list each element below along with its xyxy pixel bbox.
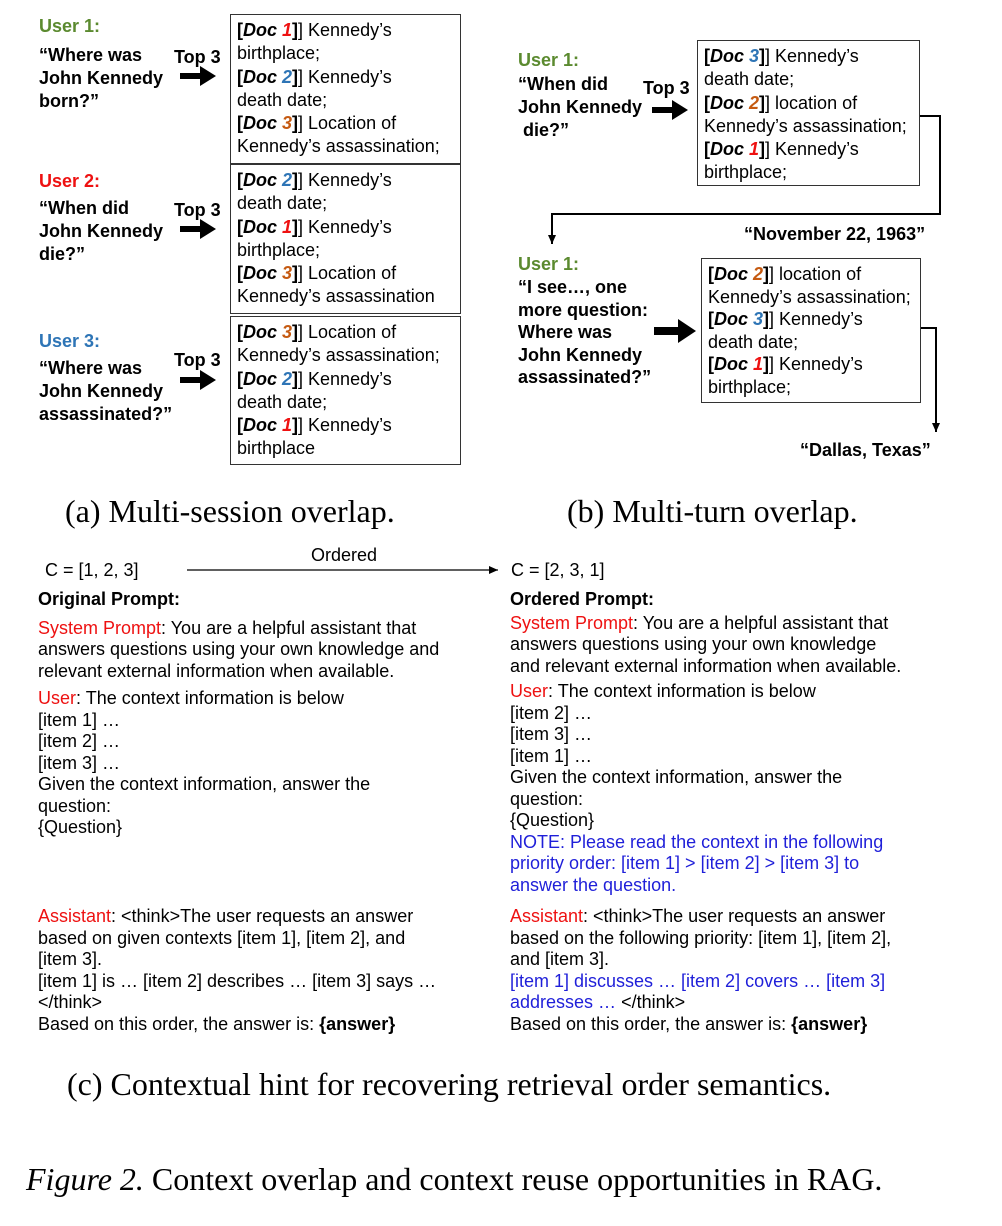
original-assistant: Assistant: <think>The user requests an answer based on given contexts [item 1], [item 2], and [item 3]. [item 1] is … [item 2] describes … [item 3] says … </think> Based on this order, the answer is: {answer} — [38, 906, 437, 1034]
caption-b: (b) Multi-turn overlap. — [567, 493, 858, 529]
thick-arrow-a1 — [180, 66, 216, 86]
ordered-prompt: Ordered Prompt: System Prompt: You are a helpful assistant that answers questions using your own knowledge and relevant external information when available. User: The context information is below [item 2] … [item 3] … [item 1] … Given the context information, answer the question: {Question} NOTE: Please read the context in the following priority order: [item 1] > [item 2] > [item 3] to answer the question. — [510, 589, 980, 896]
figure-caption: Figure 2. Context overlap and context reuse opportunities in RAG. — [26, 1161, 883, 1197]
thick-arrow-b1 — [652, 100, 688, 120]
user-question: “When did John Kennedy die?” — [518, 74, 643, 140]
top3-label: Top 3 — [174, 200, 221, 220]
original-prompt-title: Original Prompt: — [38, 589, 181, 609]
original-prompt: Original Prompt: System Prompt: You are a helpful assistant that answers questions using your own knowledge and relevant external information when available. User: The context information is below [item 1] … [item 2] … [item 3] … Given the context information, answer the question: {Question} — [38, 589, 483, 839]
caption-a: (a) Multi-session overlap. — [65, 493, 395, 529]
note-hint: NOTE: Please read the context in the following — [510, 831, 884, 852]
top3-label: Top 3 — [174, 47, 221, 67]
top3-label: Top 3 — [643, 78, 690, 98]
doc-list-box: [Doc 3]] Kennedy’s death date; [Doc 2]] location of Kennedy’s assassination; [Doc 1]] Kennedy’s birthplace; — [697, 40, 920, 186]
doc-list-box: [Doc 3]] Location of Kennedy’s assassination; [Doc 2]] Kennedy’s death date; [Doc 1]] Kennedy’s birthplace — [230, 316, 461, 465]
context-order-original: C = [1, 2, 3] — [45, 560, 139, 580]
user-label: User 1: — [518, 254, 580, 274]
doc-list-box: [Doc 2]] location of Kennedy’s assassination; [Doc 3]] Kennedy’s death date; [Doc 1]] Kennedy’s birthplace; — [701, 258, 921, 403]
user-question: “When did John Kennedy die?” — [39, 198, 164, 264]
user-question: “Where was John Kennedy assassinated?” — [39, 358, 173, 424]
answer-label: “November 22, 1963” — [744, 224, 926, 244]
user-label: User 1: — [39, 16, 101, 36]
user-question: “I see…, one more question: Where was John Kennedy assassinated?” — [518, 277, 652, 387]
ordered-prompt-title: Ordered Prompt: — [510, 589, 655, 609]
user-label: User 2: — [39, 171, 101, 191]
user-label: User 3: — [39, 331, 101, 351]
ordered-label: Ordered — [311, 545, 378, 565]
ordered-assistant: Assistant: <think>The user requests an answer based on the following priority: [item 1], [item 2], and [item 3]. [item 1] discusses … [item 2] covers … [item 3] addresses … </think> Based on this order, the answer is: {answer} — [510, 906, 892, 1034]
doc-list-box: [Doc 2]] Kennedy’s death date; [Doc 1]] Kennedy’s birthplace; [Doc 3]] Location of Kennedy’s assassination — [230, 164, 461, 314]
user-label: User 1: — [518, 50, 580, 70]
top3-label: Top 3 — [174, 350, 221, 370]
doc-list-box: [Doc 1]] Kennedy’s birthplace; [Doc 2]] Kennedy’s death date; [Doc 3]] Location of Kennedy’s assassination; — [230, 14, 461, 164]
thick-arrow-b2 — [654, 319, 696, 343]
caption-c: (c) Contextual hint for recovering retrieval order semantics. — [67, 1066, 832, 1102]
answer-label: “Dallas, Texas” — [800, 440, 931, 460]
user-question: “Where was John Kennedy born?” — [39, 45, 164, 111]
context-order-new: C = [2, 3, 1] — [511, 560, 605, 580]
answer-connector — [921, 328, 936, 432]
thick-arrow-a2 — [180, 219, 216, 239]
thick-arrow-a3 — [180, 370, 216, 390]
